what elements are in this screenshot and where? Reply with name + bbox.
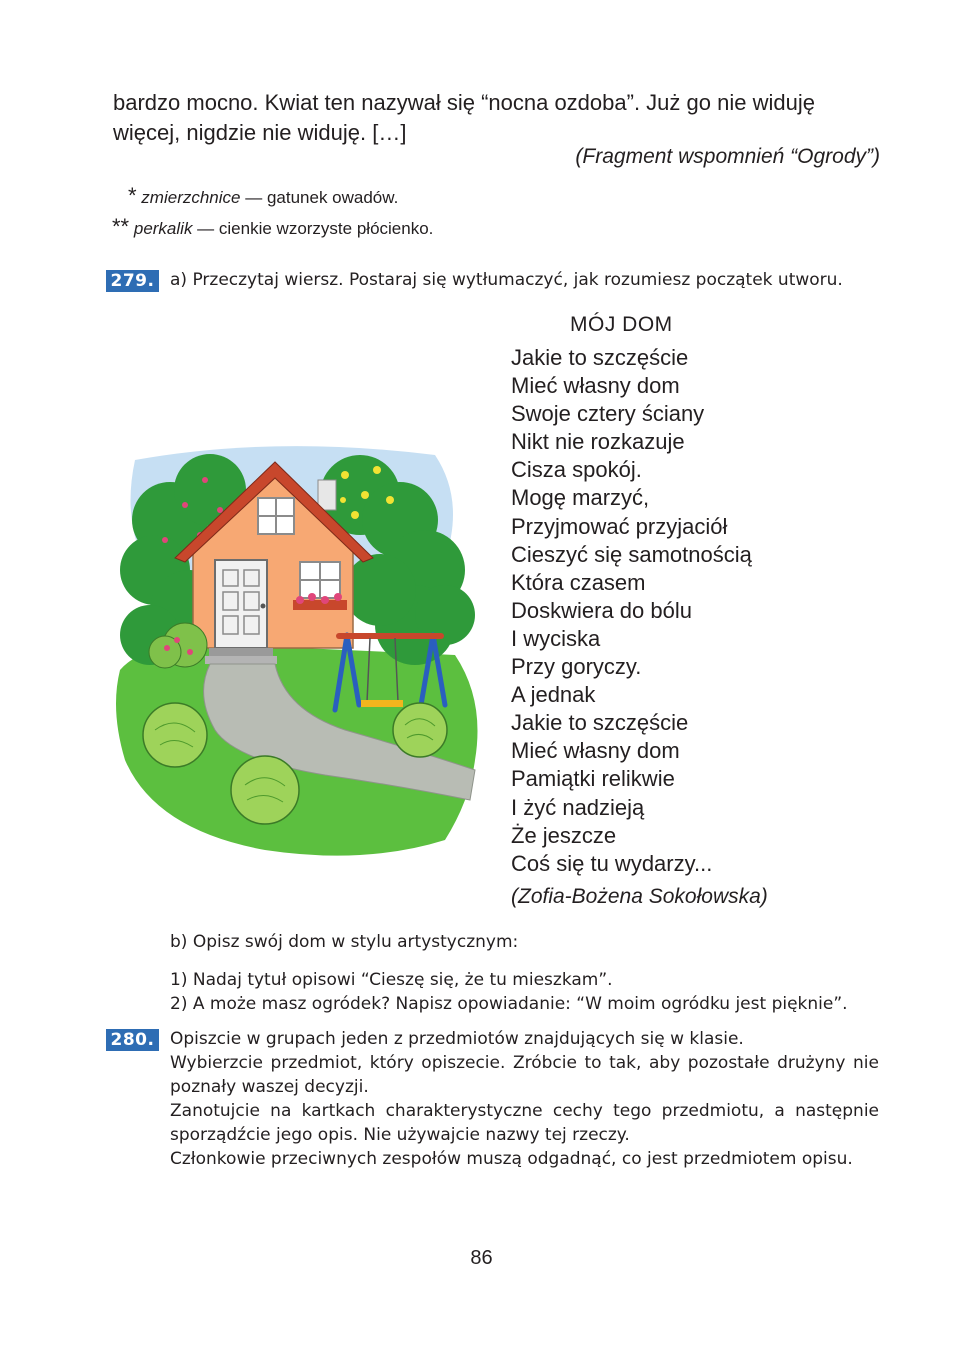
footnote-definition: — cienkie wzorzyste płócienko. xyxy=(192,219,434,238)
task-number-badge: 280. xyxy=(106,1029,159,1051)
poem-line: Jakie to szczęście xyxy=(511,345,689,370)
task-280-paragraph: Wybierzcie przedmiot, który opiszecie. Zróbcie to tak, aby pozostałe drużyny nie poznały waszej decyzji. xyxy=(170,1053,879,1097)
task-280-paragraph: Członkowie przeciwnych zespołów muszą odgadnąć, co jest przedmiotem opisu. xyxy=(170,1149,853,1169)
footnote xyxy=(112,214,433,240)
poem-line: Cieszyć się samotnością xyxy=(511,541,752,567)
poem-line: Nikt nie rozkazuje xyxy=(511,429,685,455)
poem-line: Że jeszcze xyxy=(511,822,617,848)
poem-lines xyxy=(511,344,752,878)
poem-line: Cisza spokój. xyxy=(511,457,642,483)
task-280-paragraph: Zanotujcie na kartkach charakterystyczne cechy tego przedmiotu, a następnie sporządźcie jego opis. Nie używajcie nazwy tej rzeczy. xyxy=(170,1101,879,1145)
task-279-instruction: a) Przeczytaj wiersz. Postaraj się wytłumaczyć, jak rozumiesz początek utworu. xyxy=(170,270,843,290)
task-280-paragraph: Opiszcie w grupach jeden z przedmiotów znajdujących się w klasie. xyxy=(170,1029,744,1049)
intro-source: (Fragment wspomnień “Ogrody”) xyxy=(575,145,880,168)
poem-line: Jakie to szczęście xyxy=(511,710,689,736)
poem-line: Mieć własny dom xyxy=(511,738,680,764)
poem-line: Coś się tu wydarzy... xyxy=(511,850,713,876)
task-279-part-b: b) Opisz swój dom w stylu artystycznym: xyxy=(170,932,519,952)
poem-author: (Zofia-Bożena Sokołowska) xyxy=(511,885,768,908)
poem-line: Swoje cztery ściany xyxy=(511,401,705,427)
poem-line: I żyć nadzieją xyxy=(511,794,645,820)
poem-line: Pamiątki relikwie xyxy=(511,766,675,792)
footnote-definition: — gatunek owadów. xyxy=(240,188,399,207)
poem-line: I wyciska xyxy=(511,625,601,651)
intro-text xyxy=(113,88,883,148)
intro-line: więcej, nigdzie nie widuję. […] xyxy=(113,120,407,145)
poem-line: Doskwiera do bólu xyxy=(511,597,692,623)
intro-line: bardzo mocno. Kwiat ten nazywał się “nocna ozdoba”. Już go nie widuję xyxy=(113,90,815,115)
house-illustration xyxy=(115,440,485,870)
footnote-mark: ** xyxy=(112,214,130,239)
subtask: 2) A może masz ogródek? Napisz opowiadanie: “W moim ogródku jest pięknie”. xyxy=(170,994,848,1014)
poem-line: Przyjmować przyjaciół xyxy=(511,513,728,539)
subtask: 1) Nadaj tytuł opisowi “Cieszę się, że tu mieszkam”. xyxy=(170,970,613,990)
task-number-badge: 279. xyxy=(106,270,159,292)
footnote-term: perkalik xyxy=(133,219,193,238)
poem-line: Mogę marzyć, xyxy=(511,485,650,511)
poem-line: Przy goryczy. xyxy=(511,654,642,680)
poem-title: MÓJ DOM xyxy=(570,313,673,336)
footnote-mark: * xyxy=(128,183,137,208)
poem-line: Która czasem xyxy=(511,569,646,595)
task-280-text xyxy=(170,1027,879,1171)
poem-line: Mieć własny dom xyxy=(511,373,680,399)
footnote xyxy=(128,183,398,209)
footnote-term: zmierzchnice xyxy=(141,188,241,207)
task-279-subtasks xyxy=(170,968,848,1016)
page-number: 86 xyxy=(470,1247,493,1269)
poem-line: A jednak xyxy=(511,682,596,708)
